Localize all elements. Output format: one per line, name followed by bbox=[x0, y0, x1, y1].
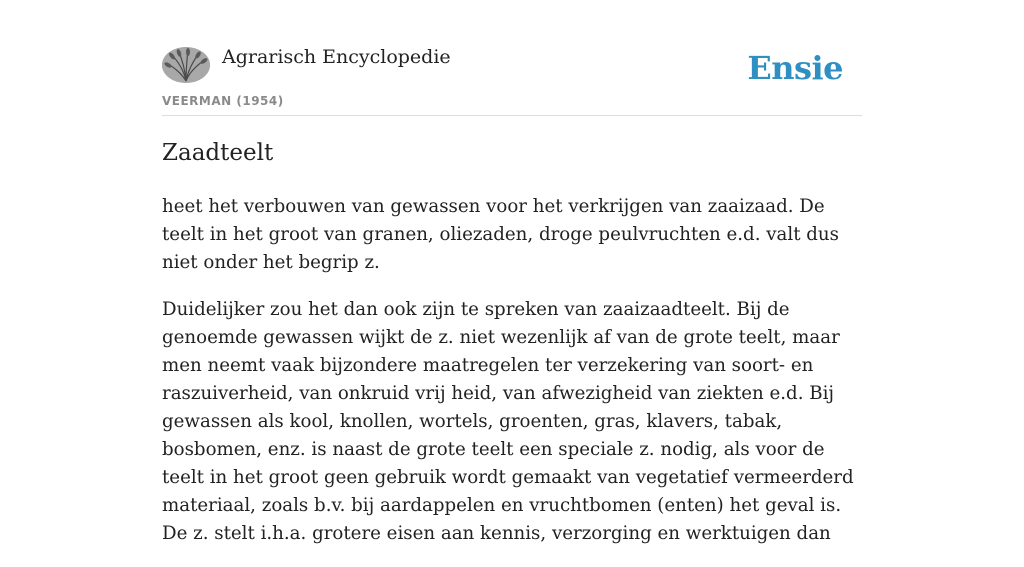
encyclopedia-logo-image[interactable] bbox=[162, 47, 210, 83]
site-name[interactable]: Agrarisch Encyclopedie bbox=[222, 46, 451, 68]
article-body bbox=[162, 193, 862, 567]
article-paragraph: heet het verbouwen van gewassen voor het verkrijgen van zaaizaad. De teelt in het groot van granen, oliezaden, droge peulvruchten e.d. valt dus niet onder het begrip z. bbox=[162, 196, 839, 273]
page-title: Zaadteelt bbox=[162, 140, 274, 166]
source-label: VEERMAN (1954) bbox=[162, 94, 284, 108]
article-paragraph: Duidelijker zou het dan ook zijn te spreken van zaaizaadteelt. Bij de genoemde gewassen wijkt de z. niet wezenlijk af van de grote teelt, maar men neemt vaak bijzondere maatregelen ter verzekering van soort- en raszuiverheid, van onkruid vrij heid, van afwezigheid van ziekten e.d. Bij gewassen als kool, knollen, wortels, groenten, gras, klavers, tabak, bosbomen, enz. is naast de grote teelt een speciale z. nodig, als voor de teelt in het groot geen gebruik wordt gemaakt van vegetatief vermeerderd materiaal, zoals b.v. bij aardappelen en vruchtbomen (enten) het geval is. De z. stelt i.h.a. grotere eisen aan kennis, verzorging en werktuigen dan bbox=[162, 299, 854, 544]
page bbox=[162, 0, 862, 544]
ensie-logo[interactable]: Ensie bbox=[747, 49, 843, 87]
header bbox=[162, 0, 862, 116]
